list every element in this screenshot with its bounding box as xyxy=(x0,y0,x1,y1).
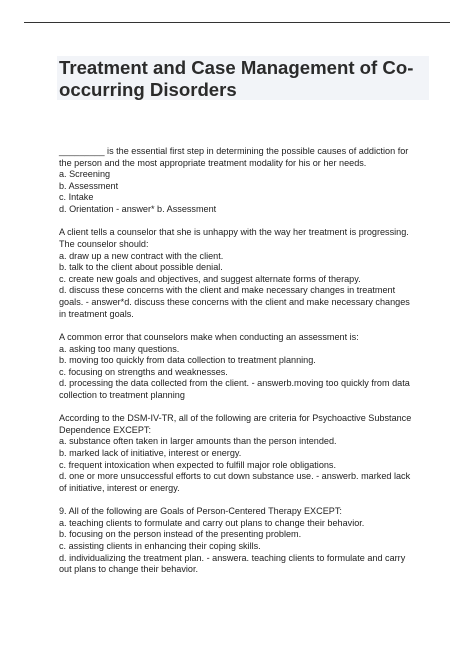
answer-option: c. Intake xyxy=(59,192,94,203)
answer-option: collection to treatment planning xyxy=(59,389,185,400)
answer-option: b. Assessment xyxy=(59,180,119,191)
answer-option: b. moving too quickly from data collection to treatment planning. xyxy=(59,355,316,366)
question-block xyxy=(59,146,431,216)
answer-option: d. Orientation - answer* b. Assessment xyxy=(59,203,217,214)
answer-option: goals. - answer*d. discuss these concerns with the client and make necessary changes xyxy=(59,296,410,307)
question-text: A client tells a counselor that she is unhappy with the way her treatment is progressing. xyxy=(59,227,409,238)
question-text: 9. All of the following are Goals of Person-Centered Therapy EXCEPT: xyxy=(59,506,342,517)
answer-option: c. create new goals and objectives, and suggest alternate forms of therapy. xyxy=(59,273,361,284)
answer-option: c. assisting clients in enhancing their coping skills. xyxy=(59,541,261,551)
answer-option: c. focusing on strengths and weaknesses. xyxy=(59,366,228,377)
question-text: the person and the most appropriate treatment modality for his or her needs. xyxy=(59,157,367,168)
answer-option: d. processing the data collected from the client. - answerb.moving too quickly from data xyxy=(59,378,410,389)
question-block xyxy=(59,332,431,402)
answer-option: a. teaching clients to formulate and carry out plans to change their behavior. xyxy=(59,517,365,528)
answer-option: a. asking too many questions. xyxy=(59,343,180,354)
answer-option: b. focusing on the person instead of the presenting problem. xyxy=(59,529,302,540)
question-text: According to the DSM-IV-TR, all of the following are criteria for Psychoactive Substance xyxy=(59,413,412,424)
answer-option: a. draw up a new contract with the client. xyxy=(59,250,224,261)
question-block xyxy=(59,413,431,494)
question-list xyxy=(59,146,431,588)
question-text: _________ is the essential first step in determining the possible causes of addiction for xyxy=(59,146,409,156)
question-block xyxy=(59,506,431,576)
answer-option: c. frequent intoxication when expected to fulfill major role obligations. xyxy=(59,459,337,470)
answer-option: d. one or more unsuccessful efforts to cut down substance use. - answerb. marked lack xyxy=(59,471,411,482)
document-title xyxy=(59,57,431,101)
question-text: Dependence EXCEPT: xyxy=(59,424,152,435)
answer-option: b. marked lack of initiative, interest or energy. xyxy=(59,448,242,459)
title-line: occurring Disorders xyxy=(59,79,237,100)
answer-option: a. Screening xyxy=(59,169,111,180)
answer-option: in treatment goals. xyxy=(59,308,134,319)
answer-option: d. discuss these concerns with the client and make necessary changes in treatment xyxy=(59,285,396,296)
top-divider xyxy=(24,22,450,23)
question-block xyxy=(59,227,431,320)
answer-option: d. individualizing the treatment plan. - answera. teaching clients to formulate and carry xyxy=(59,552,406,563)
title-line: Treatment and Case Management of Co- xyxy=(59,57,414,78)
answer-option: out plans to change their behavior. xyxy=(59,564,199,575)
question-text: A common error that counselors make when conducting an assessment is: xyxy=(59,331,359,342)
answer-option: a. substance often taken in larger amounts than the person intended. xyxy=(59,436,337,447)
answer-option: of initiative, interest or energy. xyxy=(59,482,180,493)
answer-option: b. talk to the client about possible denial. xyxy=(59,262,223,273)
question-text: The counselor should: xyxy=(59,238,149,249)
